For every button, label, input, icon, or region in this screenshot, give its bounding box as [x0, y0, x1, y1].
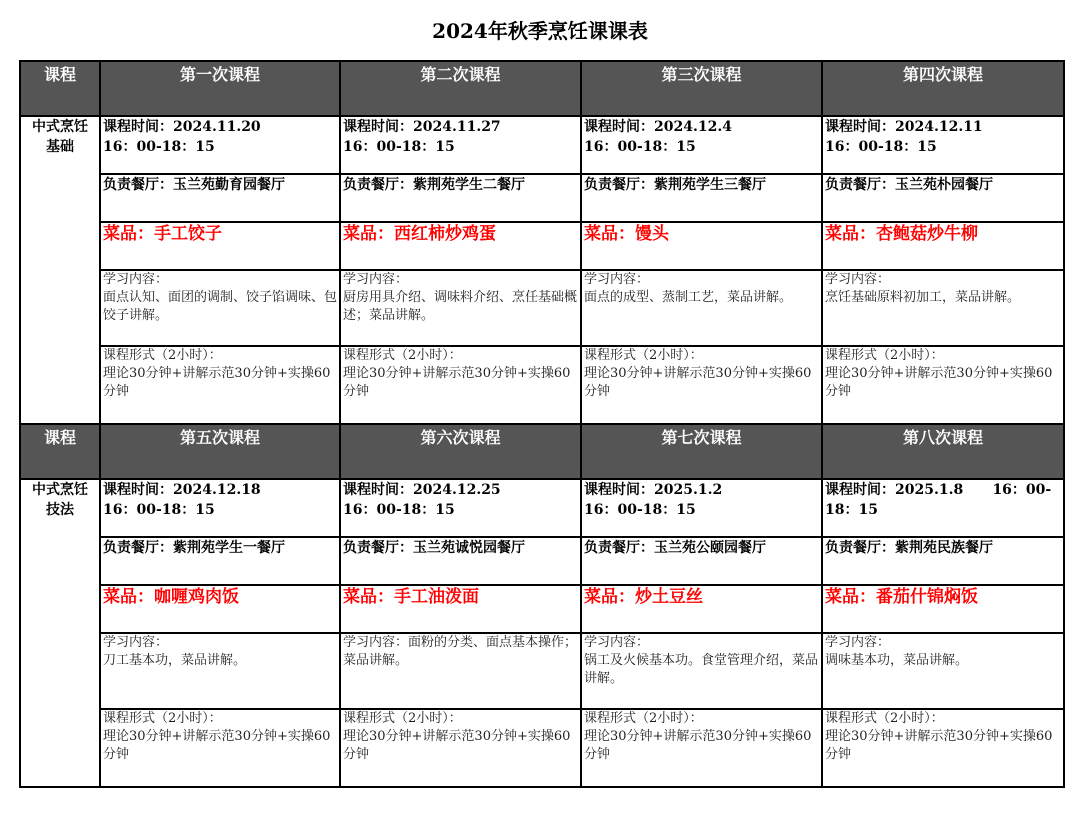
page-title: 2024年秋季烹饪课课表	[432, 19, 648, 43]
restaurant-row	[20, 537, 1064, 585]
study-content: 学习内容： 面点的成型、蒸制工艺，菜品讲解。	[581, 270, 822, 346]
dish-row	[20, 222, 1064, 270]
restaurant: 负责餐厅：玉兰苑公颐园餐厅	[581, 537, 822, 585]
study-content-row	[20, 270, 1064, 346]
restaurant-row	[20, 174, 1064, 222]
course-format: 课程形式（2小时）： 理论30分钟+讲解示范30分钟+实操60分钟	[100, 709, 340, 787]
course-time: 课程时间：2024.12.25 16：00-18：15	[340, 479, 581, 537]
course-format: 课程形式（2小时）： 理论30分钟+讲解示范30分钟+实操60分钟	[100, 346, 340, 424]
header-row	[20, 61, 1064, 116]
course-time: 课程时间：2025.1.2 16：00-18：15	[581, 479, 822, 537]
lesson-header: 第二次课程	[340, 61, 581, 116]
study-content: 学习内容：面粉的分类、面点基本操作；菜品讲解。	[340, 633, 581, 709]
lesson-header: 第一次课程	[100, 61, 340, 116]
course-time: 课程时间：2025.1.8 16：00-18：15	[822, 479, 1064, 537]
lesson-header: 第六次课程	[340, 424, 581, 479]
study-content: 学习内容： 厨房用具介绍、调味料介绍、烹任基础概述；菜品讲解。	[340, 270, 581, 346]
study-content: 学习内容： 面点认知、面团的调制、饺子馅调味、包饺子讲解。	[100, 270, 340, 346]
dish: 菜品：馒头	[581, 222, 822, 270]
course-time: 课程时间：2024.12.18 16：00-18：15	[100, 479, 340, 537]
section-label: 中式烹饪 基础	[20, 116, 100, 424]
course-format: 课程形式（2小时）： 理论30分钟+讲解示范30分钟+实操60分钟	[581, 346, 822, 424]
course-time: 课程时间：2024.11.20 16：00-18：15	[100, 116, 340, 174]
course-time: 课程时间：2024.12.4 16：00-18：15	[581, 116, 822, 174]
section-label: 中式烹饪 技法	[20, 479, 100, 787]
dish: 菜品：西红柿炒鸡蛋	[340, 222, 581, 270]
dish: 菜品：番茄什锦焖饭	[822, 585, 1064, 633]
study-content: 学习内容： 烹饪基础原料初加工，菜品讲解。	[822, 270, 1064, 346]
course-format-row	[20, 709, 1064, 787]
restaurant: 负责餐厅：紫荆苑民族餐厅	[822, 537, 1064, 585]
course-time: 课程时间：2024.11.27 16：00-18：15	[340, 116, 581, 174]
restaurant: 负责餐厅：紫荆苑学生二餐厅	[340, 174, 581, 222]
dish: 菜品：手工饺子	[100, 222, 340, 270]
course-schedule-table	[19, 60, 1065, 788]
restaurant: 负责餐厅：紫荆苑学生三餐厅	[581, 174, 822, 222]
restaurant: 负责餐厅：玉兰苑朴园餐厅	[822, 174, 1064, 222]
lesson-header: 第八次课程	[822, 424, 1064, 479]
course-time: 课程时间：2024.12.11 16：00-18：15	[822, 116, 1064, 174]
restaurant: 负责餐厅：玉兰苑诚悦园餐厅	[340, 537, 581, 585]
course-format: 课程形式（2小时）： 理论30分钟+讲解示范30分钟+实操60分钟	[581, 709, 822, 787]
lesson-header: 第五次课程	[100, 424, 340, 479]
dish: 菜品：炒土豆丝	[581, 585, 822, 633]
dish: 菜品：手工油泼面	[340, 585, 581, 633]
course-format: 课程形式（2小时）： 理论30分钟+讲解示范30分钟+实操60分钟	[822, 709, 1064, 787]
course-format: 课程形式（2小时）： 理论30分钟+讲解示范30分钟+实操60分钟	[822, 346, 1064, 424]
study-content: 学习内容： 刀工基本功，菜品讲解。	[100, 633, 340, 709]
lesson-header: 第七次课程	[581, 424, 822, 479]
dish: 菜品：咖喱鸡肉饭	[100, 585, 340, 633]
dish: 菜品：杏鲍菇炒牛柳	[822, 222, 1064, 270]
restaurant: 负责餐厅：玉兰苑勤育园餐厅	[100, 174, 340, 222]
time-row	[20, 116, 1064, 174]
restaurant: 负责餐厅：紫荆苑学生一餐厅	[100, 537, 340, 585]
header-label: 课程	[20, 61, 100, 116]
study-content: 学习内容： 调味基本功，菜品讲解。	[822, 633, 1064, 709]
course-format-row	[20, 346, 1064, 424]
lesson-header: 第三次课程	[581, 61, 822, 116]
study-content-row	[20, 633, 1064, 709]
study-content: 学习内容： 锅工及火候基本功。食堂管理介绍，菜品讲解。	[581, 633, 822, 709]
time-row	[20, 479, 1064, 537]
dish-row	[20, 585, 1064, 633]
lesson-header: 第四次课程	[822, 61, 1064, 116]
course-format: 课程形式（2小时）： 理论30分钟+讲解示范30分钟+实操60分钟	[340, 346, 581, 424]
header-label: 课程	[20, 424, 100, 479]
header-row	[20, 424, 1064, 479]
course-format: 课程形式（2小时）： 理论30分钟+讲解示范30分钟+实操60分钟	[340, 709, 581, 787]
